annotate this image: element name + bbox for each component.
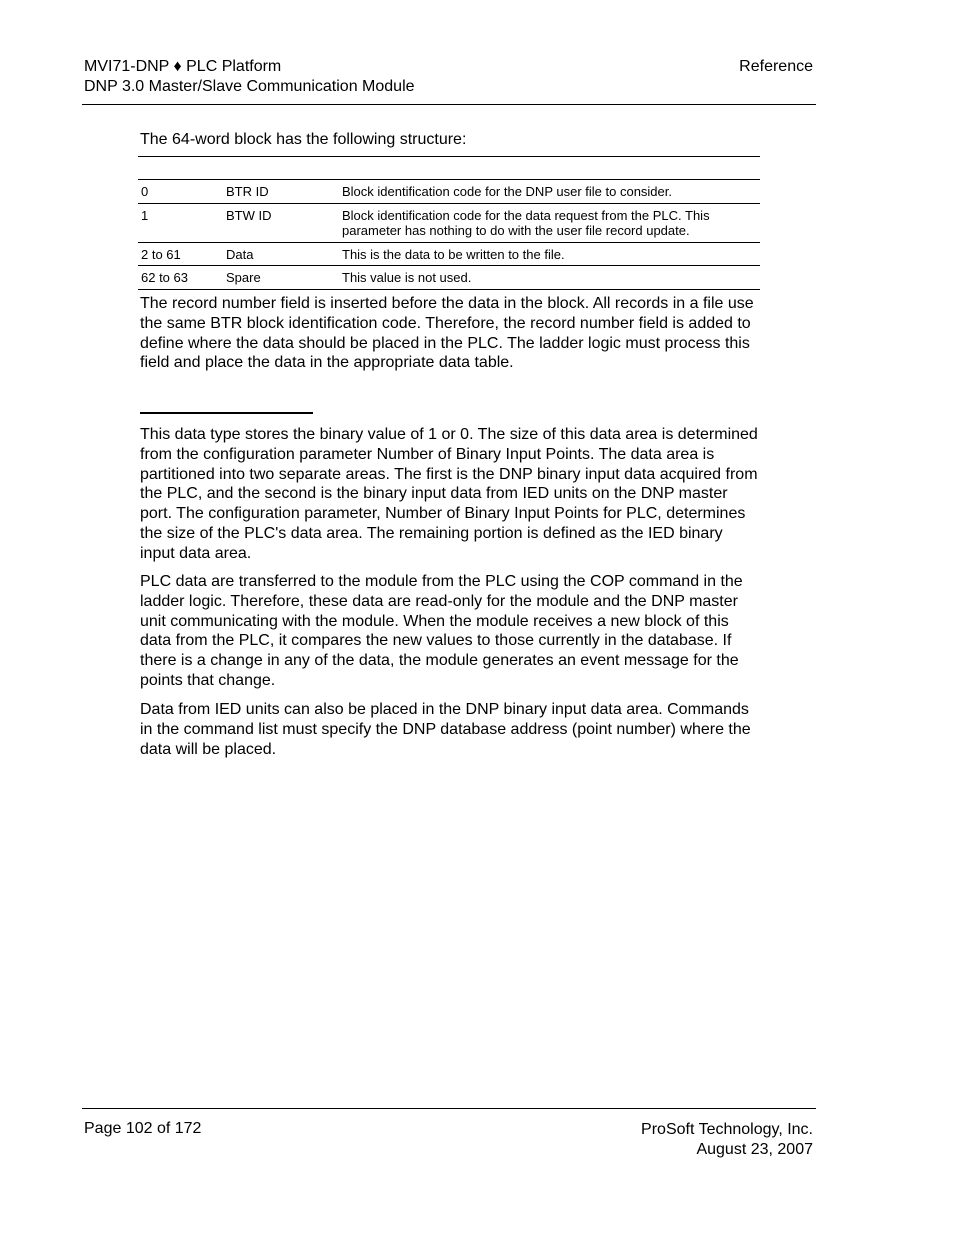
page-number: Page 102 of 172 [84,1120,202,1137]
table-row [138,180,760,204]
table-row [138,242,760,266]
page-footer [560,1120,813,1159]
table-top-divider [138,156,760,157]
row-name: BTR ID [223,180,339,204]
binary-input-paragraph: This data type stores the binary value of 1 or 0. The size of this data area is determined from the configuration parameter Number of Binary Input Points. The data area is partitioned into two separate areas. The first is the DNP binary input data acquired from the PLC, and the second is the binary input data from IED units on the DNP master port. The configuration parameter, Number of Binary Input Points for PLC, determines the size of the PLC's data area. The remaining portion is defined as the IED binary input data area. [140,426,758,562]
record-number-paragraph: The record number field is inserted before the data in the block. All records in a file use the same BTR block identification code. Therefore, the record number field is added to define where the data should be placed in the PLC. The ladder logic must process this field and place the data in the appropriate data table. [140,295,754,372]
row-offset: 2 to 61 [138,242,223,266]
table-row [138,266,760,290]
header-section: Reference [739,58,813,75]
row-description: Block identification code for the data request from the PLC. This parameter has nothing to do with the user file record update. [339,203,760,242]
table-intro: The 64-word block has the following structure: [140,131,467,148]
table-row [138,203,760,242]
row-description: Block identification code for the DNP user file to consider. [339,180,760,204]
block-structure-table [138,179,760,290]
header-product: MVI71-DNP ♦ PLC Platform [84,58,282,75]
footer-company: ProSoft Technology, Inc. [641,1121,813,1138]
row-offset: 0 [138,180,223,204]
row-description: This is the data to be written to the file. [339,242,760,266]
header-subtitle: DNP 3.0 Master/Slave Communication Module [84,77,415,95]
ied-data-paragraph: Data from IED units can also be placed in the DNP binary input data area. Commands in the command list must specify the DNP database address (point number) where the data will be placed. [140,701,751,758]
row-description: This value is not used. [339,266,760,290]
footer-divider [82,1108,816,1109]
row-offset: 62 to 63 [138,266,223,290]
footer-date: August 23, 2007 [696,1140,813,1158]
header-divider [82,104,816,105]
row-name: Data [223,242,339,266]
row-name: BTW ID [223,203,339,242]
page-header [84,57,415,96]
section-divider [140,412,313,414]
row-name: Spare [223,266,339,290]
plc-data-paragraph: PLC data are transferred to the module from the PLC using the COP command in the ladder logic. Therefore, these data are read-only for the module and the DNP master unit communicating with the module. When the module receives a new block of this data from the PLC, it compares the new values to those currently in the database. If there is a change in any of the data, the module generates an event message for the points that change. [140,573,743,689]
row-offset: 1 [138,203,223,242]
